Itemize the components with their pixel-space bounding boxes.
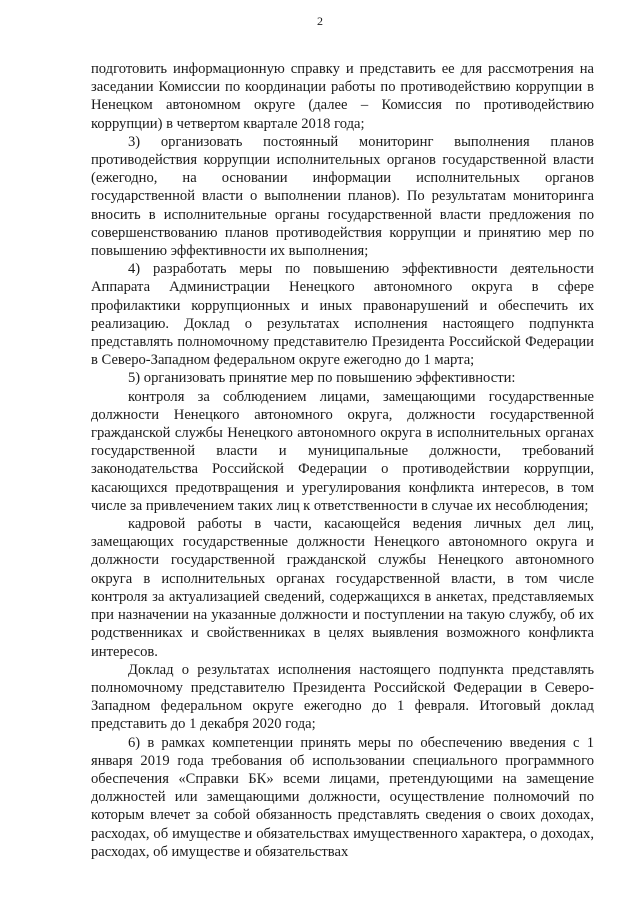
paragraph-continuation: подготовить информационную справку и представить ее для рассмотрения на заседании Комиссии по координации работы по противодействию коррупции в Ненецком автономном округе (далее – Комиссия по противодействию коррупции) в четвертом квартале 2018 года; [91, 61, 594, 132]
document-body [91, 60, 594, 861]
paragraph-item-5-report: Доклад о результатах исполнения настоящего подпункта представлять полномочному представителю Президента Российской Федерации в Северо-Западном федеральном округе ежегодно до 1 февраля. Итоговый доклад представить до 1 декабря 2020 года; [91, 661, 594, 733]
paragraph-item-4: 4) разработать меры по повышению эффективности деятельности Аппарата Администрации Ненецкого автономного округа в сфере профилактики коррупционных и иных правонарушений и обеспечить их реализацию. Доклад о результатах исполнения настоящего подпункта представлять полномочному представителю Президента Российской Федерации в Северо-Западном федеральном округе ежегодно до 1 марта; [91, 261, 594, 369]
page-number: 2 [317, 14, 323, 28]
paragraph-item-6: 6) в рамках компетенции принять меры по обеспечению введения с 1 января 2019 года требования об использовании специального программного обеспечения «Справки БК» всеми лицами, претендующими на замещение должностей или замещающими должности, осуществление полномочий по которым влечет за собой обязанность представлять сведения о своих доходах, расходах, об имуществе и обязательствах имущественного характера, о доходах, расходах, об имуществе и обязательствах [91, 734, 594, 860]
paragraph-item-5-control: контроля за соблюдением лицами, замещающими государственные должности Ненецкого автономного округа, должности государственной гражданской службы Ненецкого автономного округа в исполнительных органах государственной власти и муниципальные должности, требований законодательства Российской Федерации о противодействии коррупции, касающихся предотвращения и урегулирования конфликта интересов, в том числе за привлечением таких лиц к ответственности в случае их несоблюдения; [91, 388, 594, 514]
paragraph-item-5: 5) организовать принятие мер по повышению эффективности: [128, 370, 516, 387]
paragraph-item-5-personnel: кадровой работы в части, касающейся ведения личных дел лиц, замещающих государственные должности Ненецкого автономного округа и должности государственной гражданской службы Ненецкого автономного округа в исполнительных органах государственной власти, в том числе контроля за актуализацией сведений, содержащихся в анкетах, представляемых при назначении на указанные должности и поступлении на такую службу, об их родственниках и свойственниках в целях выявления возможного конфликта интересов. [91, 516, 594, 660]
paragraph-item-3: 3) организовать постоянный мониторинг выполнения планов противодействия коррупции исполнительных органов государственной власти (ежегодно, на основании информации исполнительных органов государственной власти о выполнении планов). По результатам мониторинга вносить в исполнительные органы государственной власти предложения по совершенствованию планов противодействия коррупции и принятию мер по повышению эффективности их выполнения; [91, 133, 594, 260]
